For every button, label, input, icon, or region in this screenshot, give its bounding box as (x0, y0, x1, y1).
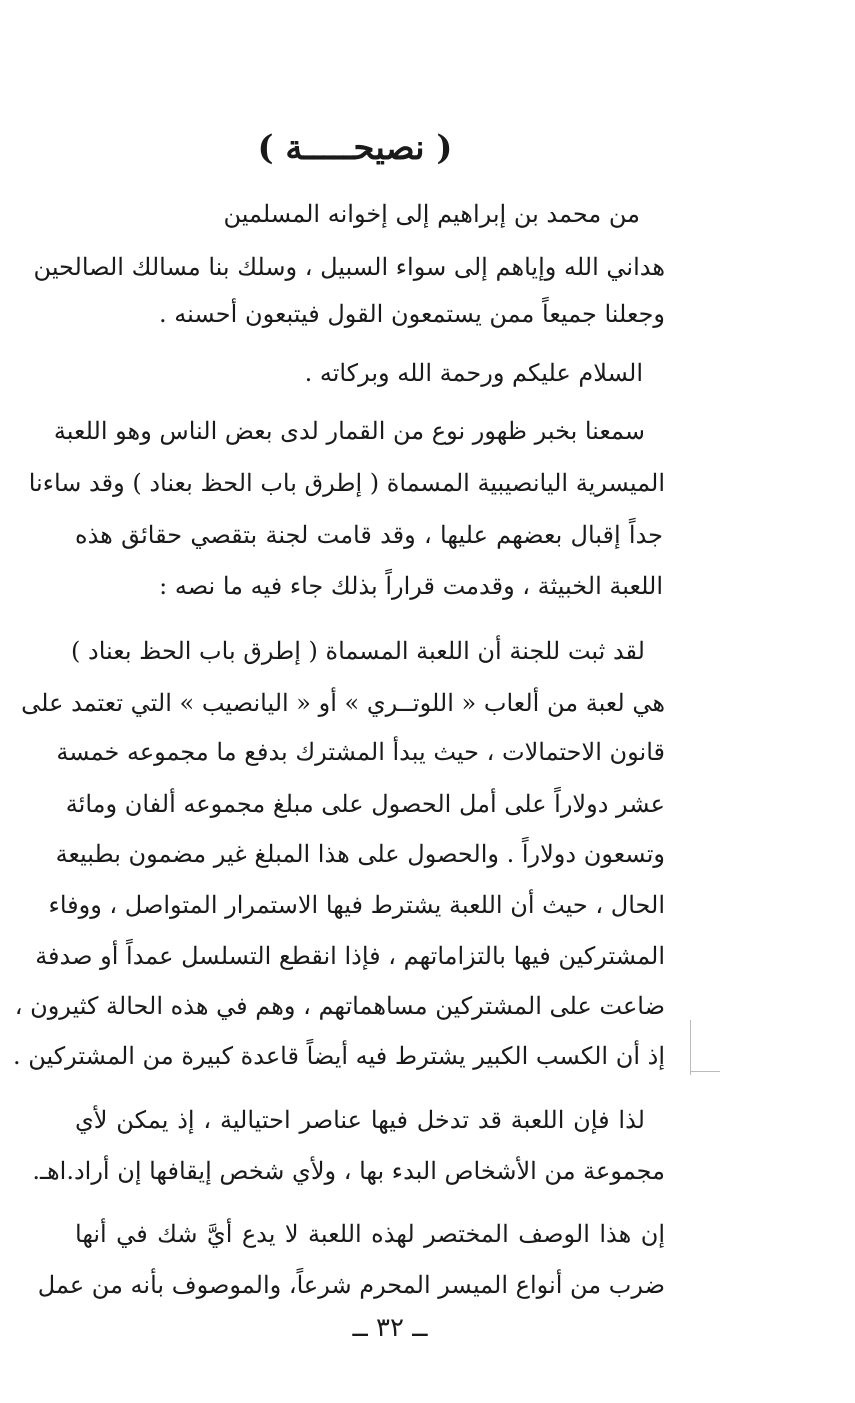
text-line-15: المشتركين فيها بالتزاماتهم ، فإذا انقطع التسلسل عمداً أو صدفة (35, 942, 665, 970)
text-line-19: مجموعة من الأشخاص البدء بها ، ولأي شخص إيقافها إن أراد.اهـ. (32, 1157, 665, 1185)
text-line-18: لذا فإن اللعبة قد تدخل فيها عناصر احتيالية ، إذ يمكن لأي (75, 1106, 645, 1134)
margin-rule (690, 1020, 691, 1075)
text-line-10: هي لعبة من ألعاب « اللوتــري » أو « اليانصيب » التي تعتمد على (21, 689, 665, 717)
text-line-12: عشر دولاراً على أمل الحصول على مبلغ مجموعه ألفان ومائة (65, 790, 665, 818)
text-line-6: الميسرية اليانصيبية المسماة ( إطرق باب الحظ بعناد ) وقد ساءنا (28, 469, 665, 497)
text-line-17: إذ أن الكسب الكبير يشترط فيه أيضاً قاعدة كبيرة من المشتركين . (12, 1042, 665, 1070)
text-line-11: قانون الاحتمالات ، حيث يبدأ المشترك بدفع ما مجموعه خمسة (56, 738, 665, 766)
text-line-14: الحال ، حيث أن اللعبة يشترط فيها الاستمرار المتواصل ، ووفاء (48, 891, 665, 919)
text-line-5: سمعنا بخبر ظهور نوع من القمار لدى بعض الناس وهو اللعبة (53, 417, 645, 445)
text-line-3: وجعلنا جميعاً ممن يستمعون القول فيتبعون أحسنه . (159, 300, 665, 328)
text-line-21: ضرب من أنواع الميسر المحرم شرعاً، والموصوف بأنه من عمل (37, 1271, 665, 1299)
page-title: ( نصيحـــــة ) (257, 128, 453, 168)
text-line-1: من محمد بن إبراهيم إلى إخوانه المسلمين (223, 200, 640, 228)
page-number: ــ ٣٢ ــ (352, 1313, 428, 1343)
text-line-8: اللعبة الخبيثة ، وقدمت قراراً بذلك جاء فيه ما نصه : (159, 572, 663, 600)
text-line-2: هداني الله وإياهم إلى سواء السبيل ، وسلك بنا مسالك الصالحين (33, 253, 665, 281)
text-line-16: ضاعت على المشتركين مساهماتهم ، وهم في هذه الحالة كثيرون ، (14, 992, 665, 1020)
text-line-20: إن هذا الوصف المختصر لهذه اللعبة لا يدع أيَّ شك في أنها (75, 1220, 665, 1248)
margin-dash (690, 1071, 720, 1072)
text-line-13: وتسعون دولاراً . والحصول على هذا المبلغ غير مضمون بطبيعة (55, 840, 665, 868)
text-line-7: جداً إقبال بعضهم عليها ، وقد قامت لجنة بتقصي حقائق هذه (75, 521, 663, 549)
text-line-4: السلام عليكم ورحمة الله وبركاته . (304, 359, 643, 387)
text-line-9: لقد ثبت للجنة أن اللعبة المسماة ( إطرق باب الحظ بعناد ) (71, 637, 645, 665)
